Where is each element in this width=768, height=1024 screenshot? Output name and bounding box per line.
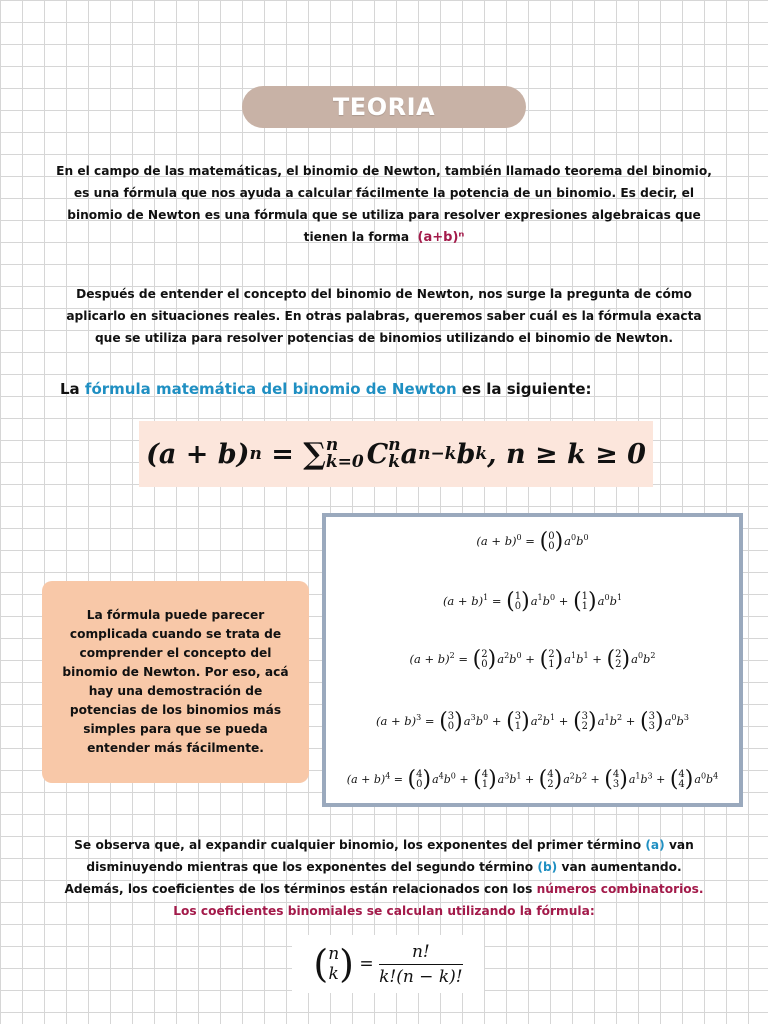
- expansion-power-4: $(a + b)^4$ = ( 4 0 ) $a^4b^0$ + ( 4 1 ) $a^3b^1$ + ( 4 2 ) $a^2b^2$ + ( 4 3 ) $a^1b^3$ + ( 4 4 ) $a^0b^4$: [346, 767, 719, 792]
- expansion-power-3: $(a + b)^3$ = ( 3 0 ) $a^3b^0$ + ( 3 1 ) $a^2b^1$ + ( 3 2 ) $a^1b^2$ + ( 3 3 ) $a^0b^3$: [376, 709, 689, 734]
- explanation-note: [42, 581, 309, 783]
- observation-paragraph: Se observa que, al expandir cualquier binomio, los exponentes del primer término (a) van disminuyendo mientras que los exponentes del segundo término (b) van aumentando. Además, los coeficientes de los términos están relacionados con los números combinatorios. Los coeficientes binomiales se calculan utilizando la fórmula:: [30, 834, 738, 922]
- formula-heading-highlight: fórmula matemática del binomio de Newton: [84, 380, 457, 398]
- newton-formula-box: (a + b) n = ∑ n k=0 C n k a n−k b k , n ≥ k ≥ 0: [139, 421, 653, 487]
- title-banner: [242, 86, 526, 128]
- question-paragraph: Después de entender el concepto del binomio de Newton, nos surge la pregunta de cómo aplicarlo en situaciones reales. En otras palabras, queremos saber cuál es la fórmula exacta que se utiliza para resolver potencias de binomios utilizando el binomio de Newton.: [66, 287, 702, 345]
- expansions-box: [322, 513, 743, 807]
- binomial-coefficient-intro: Los coeficientes binomiales se calculan utilizando la fórmula:: [173, 904, 595, 918]
- explanation-note-text: La fórmula puede parecer complicada cuando se trata de comprender el concepto del binomio de Newton. Por eso, acá hay una demostración de potencias de los binomios más simples para que se pueda entender más fácilmente.: [62, 608, 289, 755]
- expansion-power-0: $(a + b)^0$ = ( 0 0 ) $a^0b^0$: [476, 529, 589, 554]
- expansion-power-2: $(a + b)^2$ = ( 2 0 ) $a^2b^0$ + ( 2 1 ) $a^1b^1$ + ( 2 2 ) $a^0b^2$: [409, 647, 656, 672]
- formula-heading: La fórmula matemática del binomio de Newton es la siguiente:: [60, 380, 592, 398]
- expansion-power-1: $(a + b)^1$ = ( 1 0 ) $a^1b^0$ + ( 1 1 ) $a^0b^1$: [442, 589, 623, 614]
- binomial-power-highlight: (a+b)ⁿ: [417, 230, 465, 245]
- page-title: TEORIA: [332, 93, 436, 121]
- intro-paragraph: En el campo de las matemáticas, el binomio de Newton, también llamado teorema del binomio, es una fórmula que nos ayuda a calcular fácilmente la potencia de un binomio. Es decir, el binomio de Newton es una fórmula que se utiliza para resolver expresiones algebraicas que tienen la forma (a+b)ⁿ: [56, 164, 712, 245]
- binomial-coefficient-formula: ( n k ) = n! k!(n − k)!: [292, 935, 484, 993]
